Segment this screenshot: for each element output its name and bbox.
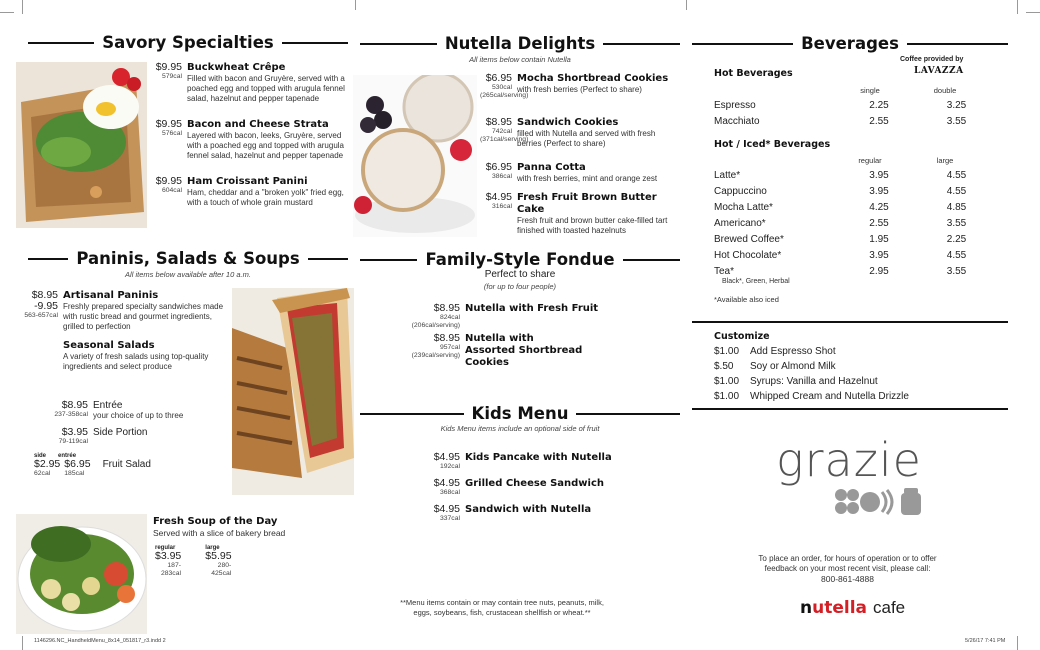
menu-item	[152, 119, 352, 161]
customize-name: Whipped Cream and Nutella Drizzle	[750, 391, 909, 402]
customize-price: $1.00	[714, 346, 740, 357]
beverage-price: 3.55	[946, 266, 967, 277]
crop-mark	[22, 0, 23, 14]
item-calories: 187-283cal	[160, 562, 181, 577]
kids-subtitle: Kids Menu items include an optional side of fruit	[440, 424, 600, 433]
beverage-name: Latte*	[714, 170, 741, 181]
customize-row	[714, 361, 836, 372]
item-calories: 742cal (371cal/serving)	[480, 128, 529, 143]
customize-row	[714, 376, 878, 387]
item-description: with fresh berries, mint and orange zest	[517, 174, 658, 183]
menu-item	[152, 62, 352, 104]
nutella-subtitle: All items below contain Nutella	[469, 55, 571, 64]
customize-name: Soy or Almond Milk	[750, 361, 836, 372]
savory-title: Savory Specialties	[102, 33, 274, 52]
beverage-price: 2.25	[869, 100, 889, 111]
item-price: $3.95	[61, 426, 88, 438]
item-price: $9.95	[155, 118, 182, 130]
item-price: $9.95	[155, 175, 182, 187]
item-price: $4.95	[433, 451, 460, 463]
beverage-row	[714, 234, 999, 245]
coffee-provided-by: Coffee provided by	[900, 56, 964, 63]
fold-mark	[355, 0, 356, 10]
nutella-header	[360, 34, 680, 53]
item-name: Grilled Cheese Sandwich	[465, 478, 605, 489]
item-price: $8.95	[433, 302, 460, 314]
beverage-price: 4.55	[946, 186, 967, 197]
item-description: Layered with bacon, leeks, Gruyère, served with a poached egg and topped with arugula fennel salad, hazelnut and pepper tapenade	[187, 131, 345, 160]
item-name: Fresh Soup of the Day	[153, 516, 278, 527]
beverage-name: Tea*	[714, 266, 735, 277]
beverage-price: 4.85	[946, 202, 967, 213]
item-calories: 576cal	[161, 130, 182, 137]
item-name: Mocha Shortbread Cookies	[517, 73, 669, 84]
beverage-price: 2.55	[869, 218, 889, 229]
beverage-row	[714, 202, 999, 213]
item-price: $8.95	[485, 116, 512, 128]
item-description: Served with a slice of bakery bread	[153, 528, 286, 538]
item-description: Freshly prepared specialty sandwiches made with rustic bread and gourmet ingredients, grilled to perfection	[63, 302, 224, 331]
nutella-wordmark: nutella	[800, 598, 867, 618]
customize-row	[714, 346, 836, 357]
item-name: Nutella with Assorted Shortbread Cookies	[465, 333, 583, 368]
item-name: Sandwich Cookies	[517, 117, 619, 128]
menu-item-seasonal	[63, 340, 228, 372]
beverage-price: 1.95	[869, 234, 889, 245]
fold-mark	[686, 0, 687, 10]
fondue-title: Family-Style Fondue	[425, 250, 615, 269]
beverage-price: 2.55	[869, 116, 889, 127]
soup-photo	[16, 514, 147, 634]
item-price: $6.95	[485, 161, 512, 173]
menu-item	[152, 176, 352, 208]
paninis-header	[28, 249, 348, 268]
crop-mark	[22, 636, 23, 650]
paninis-subtitle: All items below available after 10 a.m.	[125, 270, 251, 279]
menu-item	[420, 504, 660, 523]
item-price: $5.95	[205, 550, 232, 562]
menu-item-fruit	[34, 453, 234, 478]
item-calories: 824cal (206cal/serving)	[411, 314, 460, 329]
soup-item	[153, 516, 353, 538]
item-calories: 386cal	[491, 173, 512, 180]
customize-price: $.50	[714, 361, 734, 372]
item-price: $4.95	[433, 503, 460, 515]
kids-title: Kids Menu	[471, 404, 569, 423]
large-label: large	[205, 545, 220, 551]
beverage-price: 3.55	[946, 116, 967, 127]
customize-price: $1.00	[714, 391, 740, 402]
menu-item	[400, 303, 650, 330]
item-description: Filled with bacon and Gruyère, served with a poached egg and topped with arugula fennel salad, hazelnut and pepper tapenade	[187, 74, 345, 103]
menu-item-side	[24, 427, 234, 446]
crop-mark	[1026, 12, 1040, 13]
item-calories: 316cal	[491, 203, 512, 210]
item-calories: 604cal	[161, 187, 182, 194]
menu-item	[480, 192, 690, 236]
item-price: $4.95	[433, 477, 460, 489]
customize-price: $1.00	[714, 376, 740, 387]
nutella-title: Nutella Delights	[444, 34, 596, 53]
item-name: Fruit Salad	[102, 459, 151, 470]
beverage-price: 3.25	[946, 100, 967, 111]
menu-item	[420, 452, 660, 471]
customize-name: Add Espresso Shot	[750, 346, 836, 357]
grazie-logo: grazie	[776, 433, 922, 487]
fondue-tag: Perfect to share	[484, 269, 556, 280]
item-calories: 579cal	[161, 73, 182, 80]
footer-file: 1146296.NC_HandheldMenu_8x14_051817_r3.indd 2	[34, 638, 166, 644]
item-calories: 337cal	[439, 515, 460, 522]
beverage-row	[714, 100, 999, 111]
beverage-price: 2.25	[946, 234, 967, 245]
item-calories: 192cal	[439, 463, 460, 470]
beverage-row	[714, 250, 999, 261]
menu-item	[480, 117, 690, 149]
beverage-name: Macchiato	[714, 116, 760, 127]
entree-label: entrée	[58, 453, 77, 459]
menu-item	[400, 333, 650, 369]
item-calories: 237-358cal	[54, 411, 88, 418]
contact-text: To place an order, for hours of operation or to offer feedback on your most recent visit, please call:	[758, 554, 937, 573]
item-price: $4.95	[485, 191, 512, 203]
grazie-icons	[834, 488, 924, 523]
item-name: Sandwich with Nutella	[465, 504, 592, 515]
item-calories: 563-657cal	[24, 312, 58, 319]
beverage-row	[714, 218, 999, 229]
beverage-row	[714, 186, 999, 197]
item-name: Buckwheat Crêpe	[187, 62, 286, 73]
beverage-name: Americano*	[714, 218, 766, 229]
item-calories: 368cal	[439, 489, 460, 496]
footer-date: 5/26/17 7:41 PM	[965, 638, 1006, 644]
phone-number: 800-861-4888	[821, 574, 874, 584]
beverage-row	[714, 116, 999, 127]
iced-footnote: *Available also iced	[714, 295, 779, 304]
item-price: $2.95	[34, 458, 61, 470]
crop-mark	[1017, 636, 1018, 650]
paninis-title: Paninis, Salads & Soups	[76, 249, 300, 268]
beverage-price: 3.95	[869, 186, 889, 197]
menu-item	[480, 73, 690, 100]
lavazza-logo: LAVAZZA	[914, 66, 964, 76]
customize-row	[714, 391, 909, 402]
item-calories: 530cal (265cal/serving)	[480, 84, 529, 99]
fondue-subtitle: (for up to four people)	[483, 282, 557, 291]
item-price: $8.95	[61, 399, 88, 411]
item-description: A variety of fresh salads using top-quality ingredients and select produce	[63, 352, 209, 371]
beverage-price: 3.55	[946, 218, 967, 229]
crop-mark	[0, 12, 14, 13]
item-calories: 185cal	[64, 470, 85, 477]
beverages-header	[692, 34, 1008, 53]
beverage-name: Espresso	[714, 100, 756, 111]
item-name: Artisanal Paninis	[63, 290, 159, 301]
nutella-cafe-logo	[800, 598, 905, 618]
side-label: side	[34, 453, 47, 459]
item-calories: 79-119cal	[58, 438, 88, 445]
iced-beverages-title: Hot / Iced* Beverages	[714, 139, 831, 150]
item-calories: 62cal	[34, 470, 51, 477]
item-calories: 957cal (239cal/serving)	[411, 344, 460, 359]
savory-header	[28, 33, 348, 52]
item-name: Nutella with Fresh Fruit	[465, 303, 599, 314]
item-description: filled with Nutella and served with fresh berries (Perfect to share)	[517, 129, 656, 148]
regular-col: regular	[858, 156, 882, 165]
beverage-price: 2.95	[869, 266, 889, 277]
item-name: Kids Pancake with Nutella	[465, 452, 612, 463]
item-price: $6.95	[485, 72, 512, 84]
menu-item-entree	[24, 400, 234, 421]
item-name: Seasonal Salads	[63, 340, 155, 351]
item-price: $8.95 -9.95	[31, 289, 58, 312]
item-description: Fresh fruit and brown butter cake-filled tart finished with toasted hazelnuts	[517, 216, 668, 235]
item-description: with fresh berries (Perfect to share)	[517, 85, 642, 94]
menu-item-artisanal	[24, 290, 234, 332]
kids-header	[360, 404, 680, 423]
large-col: large	[936, 156, 954, 165]
soup-prices	[155, 545, 275, 578]
crop-mark	[1017, 0, 1018, 14]
beverage-name: Mocha Latte*	[714, 202, 773, 213]
panini-photo	[232, 288, 354, 495]
item-calories: 280-425cal	[211, 562, 232, 577]
beverage-price: 4.55	[946, 250, 967, 261]
single-col: single	[860, 86, 880, 95]
menu-item	[480, 162, 690, 184]
item-name: Fresh Fruit Brown Butter Cake	[517, 192, 657, 215]
beverage-row	[714, 170, 999, 181]
beverage-price: 3.95	[869, 170, 889, 181]
item-name: Ham Croissant Panini	[187, 176, 308, 187]
item-price: $9.95	[155, 61, 182, 73]
item-name: Bacon and Cheese Strata	[187, 119, 329, 130]
customize-title: Customize	[714, 331, 770, 342]
allergen-note: **Menu items contain or may contain tree nuts, peanuts, milk, eggs, soybeans, fish, crustacean shellfish or wheat.**	[400, 598, 604, 617]
beverages-title: Beverages	[801, 34, 899, 53]
item-name: Entrée	[93, 400, 123, 411]
cafe-wordmark: cafe	[873, 598, 906, 617]
item-price: $3.95	[155, 550, 182, 562]
beverage-row	[714, 266, 999, 277]
tea-note: Black*, Green, Herbal	[722, 278, 790, 285]
beverage-price: 3.95	[869, 250, 889, 261]
item-description: your choice of up to three	[93, 411, 184, 420]
double-col: double	[933, 86, 957, 95]
item-price: $8.95	[433, 332, 460, 344]
customize-name: Syrups: Vanilla and Hazelnut	[750, 376, 878, 387]
item-name: Panna Cotta	[517, 162, 586, 173]
beverage-price: 4.55	[946, 170, 967, 181]
beverage-name: Brewed Coffee*	[714, 234, 784, 245]
cookies-photo	[353, 75, 477, 237]
menu-item	[420, 478, 660, 497]
beverage-name: Hot Chocolate*	[714, 250, 782, 261]
item-description: Ham, cheddar and a "broken yolk" fried egg, with a touch of whole grain mustard	[187, 188, 344, 207]
hot-beverages-title: Hot Beverages	[714, 68, 793, 79]
item-name: Side Portion	[93, 427, 148, 438]
fondue-header	[360, 250, 680, 269]
beverage-price: 4.25	[869, 202, 889, 213]
divider	[692, 321, 1008, 323]
crepe-photo	[16, 62, 147, 228]
regular-label: regular	[155, 545, 176, 551]
item-price: $6.95	[64, 458, 91, 470]
divider	[692, 408, 1008, 410]
beverage-name: Cappuccino	[714, 186, 767, 197]
